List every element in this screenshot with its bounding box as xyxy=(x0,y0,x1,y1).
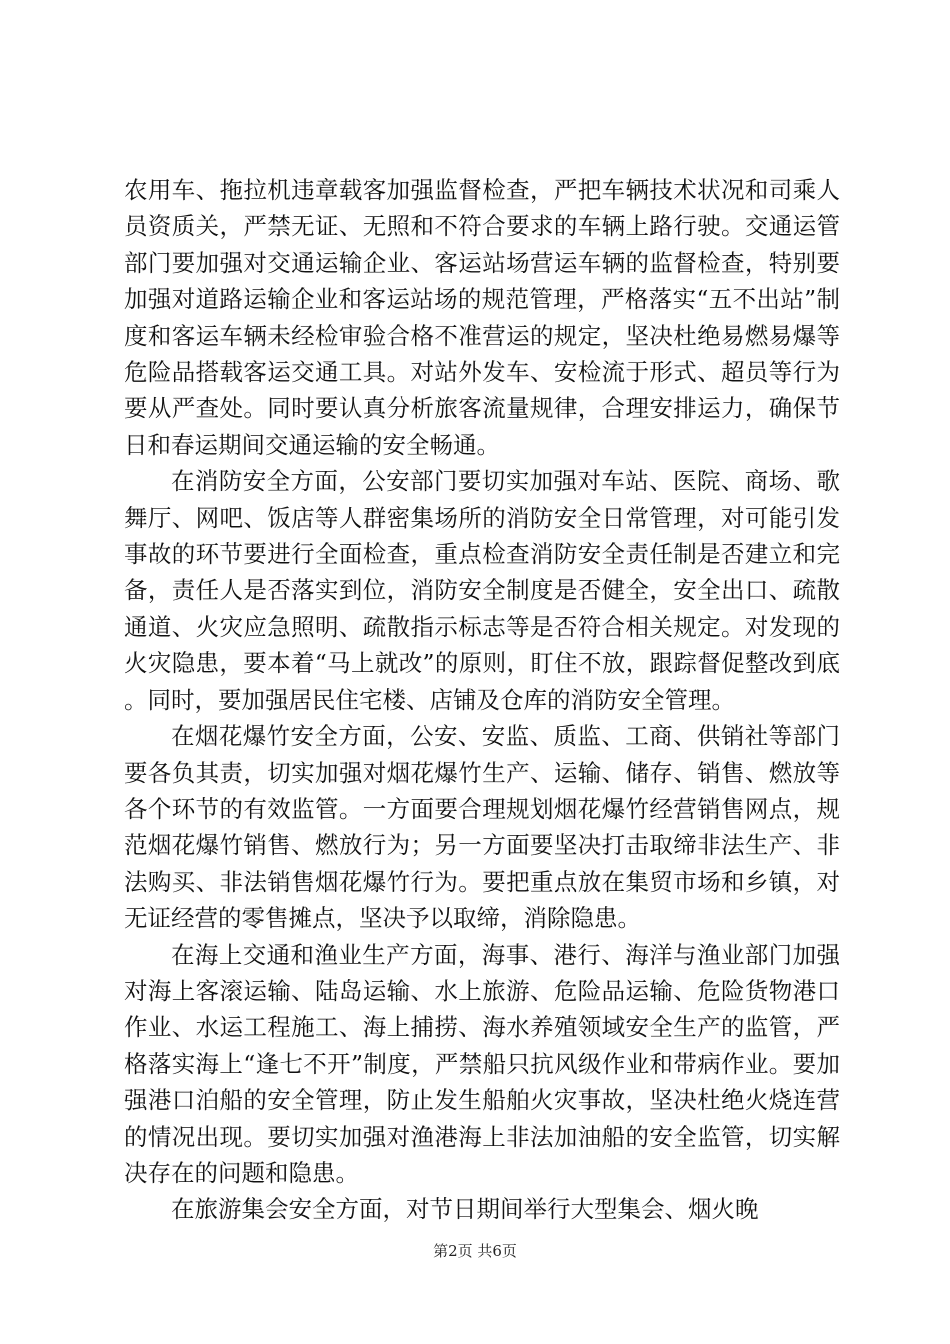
paragraph-fire-safety: 在消防安全方面，公安部门要切实加强对车站、医院、商场、歌舞厅、网吧、饭店等人群密集场所的消防安全日常管理，对可能引发事故的环节要进行全面检查，重点检查消防安全责任制是否建立和完备，责任人是否落实到位，消防安全制度是否健全，安全出口、疏散通道、火灾应急照明、疏散指示标志等是否符合相关规定。对发现的火灾隐患，要本着“马上就改”的原则，盯住不放，跟踪督促整改到底。同时，要加强居民住宅楼、店铺及仓库的消防安全管理。 xyxy=(124,467,840,714)
page-footer: 第2页 共6页 xyxy=(433,1242,517,1260)
paragraph-traffic-continued: 农用车、拖拉机违章载客加强监督检查，严把车辆技术状况和司乘人员资质关，严禁无证、无照和不符合要求的车辆上路行驶。交通运管部门要加强对交通运输企业、客运站场营运车辆的监督检查，特别要加强对道路运输企业和客运站场的规范管理，严格落实“五不出站”制度和客运车辆未经检审验合格不准营运的规定，坚决杜绝易燃易爆等危险品搭载客运交通工具。对站外发车、安检流于形式、超员等行为要从严查处。同时要认真分析旅客流量规律，合理安排运力，确保节日和春运期间交通运输的安全畅通。 xyxy=(124,176,840,459)
paragraph-maritime-fishery: 在海上交通和渔业生产方面，海事、港行、海洋与渔业部门加强对海上客滚运输、陆岛运输、水上旅游、危险品运输、危险货物港口作业、水运工程施工、海上捕捞、海水养殖领域安全生产的监管，严格落实海上“逢七不开”制度，严禁船只抗风级作业和带病作业。要加强港口泊船的安全管理，防止发生船舶火灾事故，坚决杜绝火烧连营的情况出现。要切实加强对渔港海上非法加油船的安全监管，切实解决存在的问题和隐患。 xyxy=(124,940,840,1187)
paragraph-tourism-gathering: 在旅游集会安全方面，对节日期间举行大型集会、烟火晚 xyxy=(171,1195,759,1224)
document-body xyxy=(124,172,840,1228)
paragraph-fireworks-safety: 在烟花爆竹安全方面，公安、安监、质监、工商、供销社等部门要各负其责，切实加强对烟花爆竹生产、运输、储存、销售、燃放等各个环节的有效监管。一方面要合理规划烟花爆竹经营销售网点，规范烟花爆竹销售、燃放行为；另一方面要坚决打击取缔非法生产、非法购买、非法销售烟花爆竹行为。要把重点放在集贸市场和乡镇，对无证经营的零售摊点，坚决予以取缔，消除隐患。 xyxy=(124,722,840,933)
